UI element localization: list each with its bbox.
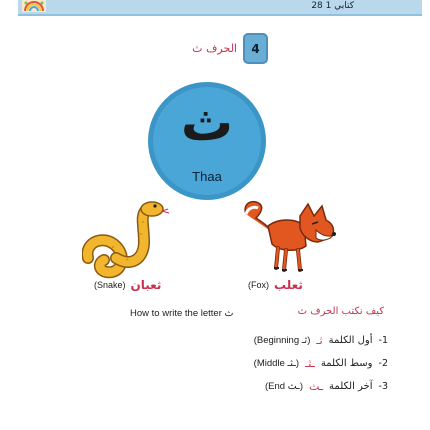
- letter-heading: [192, 33, 268, 64]
- letter-circle: [148, 82, 266, 200]
- snake-caption: [94, 278, 161, 292]
- letter-title: الحرف ث: [192, 42, 237, 55]
- form-english: (Middle ـثـ): [253, 357, 300, 369]
- rainbow-logo-icon: [22, 0, 46, 12]
- book-title: كتابي 1 28: [311, 1, 354, 11]
- big-letter: ث: [180, 93, 234, 153]
- form-arabic-label: أول الكلمة: [328, 334, 373, 346]
- lesson-number-badge: 4: [243, 33, 268, 64]
- fox-caption: [248, 278, 303, 292]
- form-row-end: [128, 378, 388, 394]
- snake-english: (Snake): [94, 280, 126, 290]
- snake-arabic: ثعبان: [130, 278, 162, 292]
- letter-latin-name: Thaa: [192, 169, 222, 184]
- form-row-middle: [128, 355, 388, 371]
- form-row-beginning: [128, 332, 388, 348]
- snake-illustration: [82, 198, 172, 282]
- fox-illustration: [238, 196, 344, 274]
- howto-arabic: كيف نكتب الحرف ث: [297, 306, 384, 317]
- form-glyph: ـث: [309, 379, 324, 393]
- fox-english: (Fox): [248, 280, 269, 290]
- form-english: (Beginning ثـ): [253, 334, 311, 346]
- header-bar: [0, 0, 430, 22]
- fox-arabic: ثعلب: [274, 278, 303, 292]
- form-glyph: ـثـ: [305, 356, 315, 370]
- howto-english: How to write the letter ث: [130, 308, 234, 319]
- form-arabic-label: وسط الكلمة: [320, 357, 373, 369]
- form-glyph: ثـ: [316, 333, 323, 347]
- form-number: -1: [378, 334, 388, 346]
- form-number: -3: [378, 380, 388, 392]
- form-english: (End ـث): [265, 380, 304, 392]
- howto-heading: [130, 306, 390, 324]
- header-stripe: [18, 0, 422, 16]
- form-number: -2: [378, 357, 388, 369]
- form-arabic-label: آخر الكلمة: [329, 380, 373, 392]
